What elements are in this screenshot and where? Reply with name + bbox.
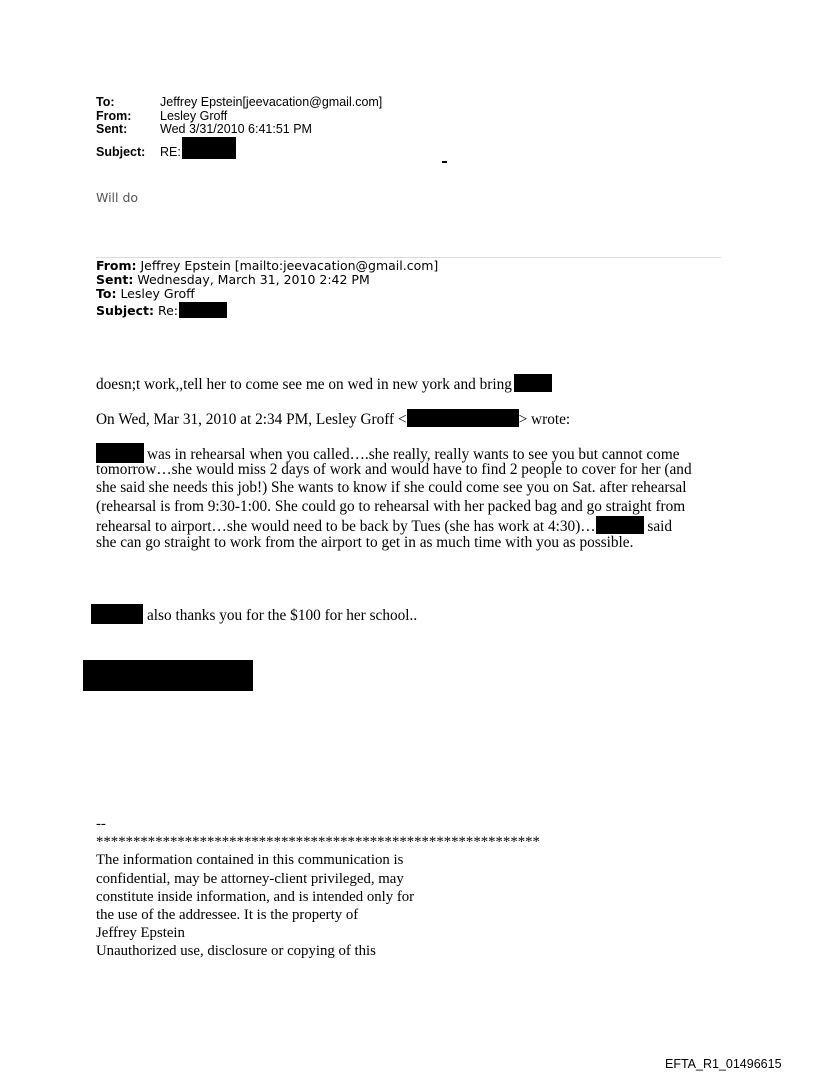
- paragraph-text: she can go straight to work from the airport to get in as much time with you as possible.: [96, 533, 634, 551]
- attribution-start: On Wed, Mar 31, 2010 at 2:34 PM, Lesley Groff <: [96, 411, 407, 428]
- document-id: EFTA_R1_01496615: [665, 1057, 782, 1071]
- quote-attribution: [96, 409, 726, 429]
- disclaimer-line: Unauthorized use, disclosure or copying of this: [96, 943, 376, 960]
- quoted-subject-value: Re:: [157, 302, 179, 318]
- redaction-block: [96, 443, 144, 463]
- quoted-header: [96, 259, 438, 316]
- paragraph-text: was in rehearsal when you called….she really, really wants to see you but cannot come: [147, 446, 680, 463]
- paragraph-text: tomorrow…she would miss 2 days of work and would have to find 2 people to cover for her (and: [96, 461, 692, 479]
- from-value: Lesley Groff: [160, 108, 228, 123]
- quoted-subject-row: [96, 302, 438, 316]
- quoted-from-label: From:: [96, 258, 137, 273]
- stray-mark: [442, 161, 447, 163]
- header-subject-row: [96, 137, 382, 159]
- disclaimer-line: the use of the addressee. It is the property of: [96, 906, 359, 923]
- paragraph-line: [96, 443, 726, 461]
- quoted-sent-value: Wednesday, March 31, 2010 2:42 PM: [137, 272, 370, 288]
- disclaimer-line: constitute inside information, and is intended only for: [96, 888, 415, 905]
- quoted-paragraph: [96, 443, 726, 552]
- header-to-row: [96, 96, 382, 110]
- redaction-block: [407, 409, 519, 427]
- header-sent-row: [96, 123, 382, 137]
- subject-value: RE:: [160, 144, 181, 159]
- quoted-to-value: Lesley Groff: [120, 286, 195, 302]
- disclaimer: [96, 815, 540, 961]
- paragraph-line: [96, 516, 726, 534]
- quoted-from-value: Jeffrey Epstein [mailto:jeevacation@gmail.com]: [140, 258, 439, 273]
- to-value: Jeffrey Epstein[jeevacation@gmail.com]: [160, 95, 383, 109]
- paragraph-text: (rehearsal is from 9:30-1:00. She could go to rehearsal with her packed bag and go straight from: [96, 497, 686, 515]
- disclaimer-stars: ************************************************************: [96, 834, 540, 851]
- paragraph-text: rehearsal to airport…she would need to be back by Tues (she has work at 4:30)…: [96, 517, 596, 535]
- attribution-end: > wrote:: [518, 411, 571, 428]
- quoted-to-row: [96, 287, 438, 301]
- sent-label: Sent:: [96, 122, 128, 137]
- thanks-text: also thanks you for the $100 for her school..: [147, 607, 418, 624]
- disclaimer-line: Jeffrey Epstein: [96, 925, 185, 942]
- header-from-row: [96, 110, 382, 124]
- paragraph-line: [96, 498, 726, 516]
- paragraph-line: [96, 461, 726, 479]
- quoted-subject-label: Subject:: [96, 302, 154, 318]
- redaction-block: [83, 660, 253, 691]
- paragraph-line: [96, 534, 726, 552]
- redaction-block: [91, 604, 143, 624]
- paragraph-text: said: [643, 517, 673, 535]
- redaction-block: [182, 137, 236, 159]
- message-line: [96, 374, 726, 394]
- paragraph-text: she said she needs this job!) She wants to know if she could come see you on Sat. after rehearsal: [96, 479, 687, 497]
- quoted-to-label: To:: [96, 286, 117, 302]
- subject-label: Subject:: [96, 144, 146, 159]
- quoted-sent-label: Sent:: [96, 272, 134, 288]
- message-text: doesn;t work,,tell her to come see me on wed in new york and bring: [96, 376, 512, 393]
- reply-text: Will do: [96, 190, 139, 205]
- from-label: From:: [96, 108, 132, 123]
- disclaimer-line: confidential, may be attorney-client privileged, may: [96, 870, 404, 887]
- redaction-block: [179, 302, 227, 318]
- disclaimer-line: The information contained in this communication is: [96, 852, 404, 869]
- thanks-line: [91, 604, 721, 625]
- quoted-from-row: [96, 259, 438, 273]
- quoted-sent-row: [96, 273, 438, 287]
- disclaimer-dashes: --: [96, 816, 106, 832]
- email-header: [96, 95, 383, 159]
- redaction-block: [596, 516, 644, 534]
- redaction-block: [514, 374, 552, 392]
- to-label: To:: [96, 95, 115, 109]
- paragraph-line: [96, 479, 726, 497]
- sent-value: Wed 3/31/2010 6:41:51 PM: [160, 122, 312, 137]
